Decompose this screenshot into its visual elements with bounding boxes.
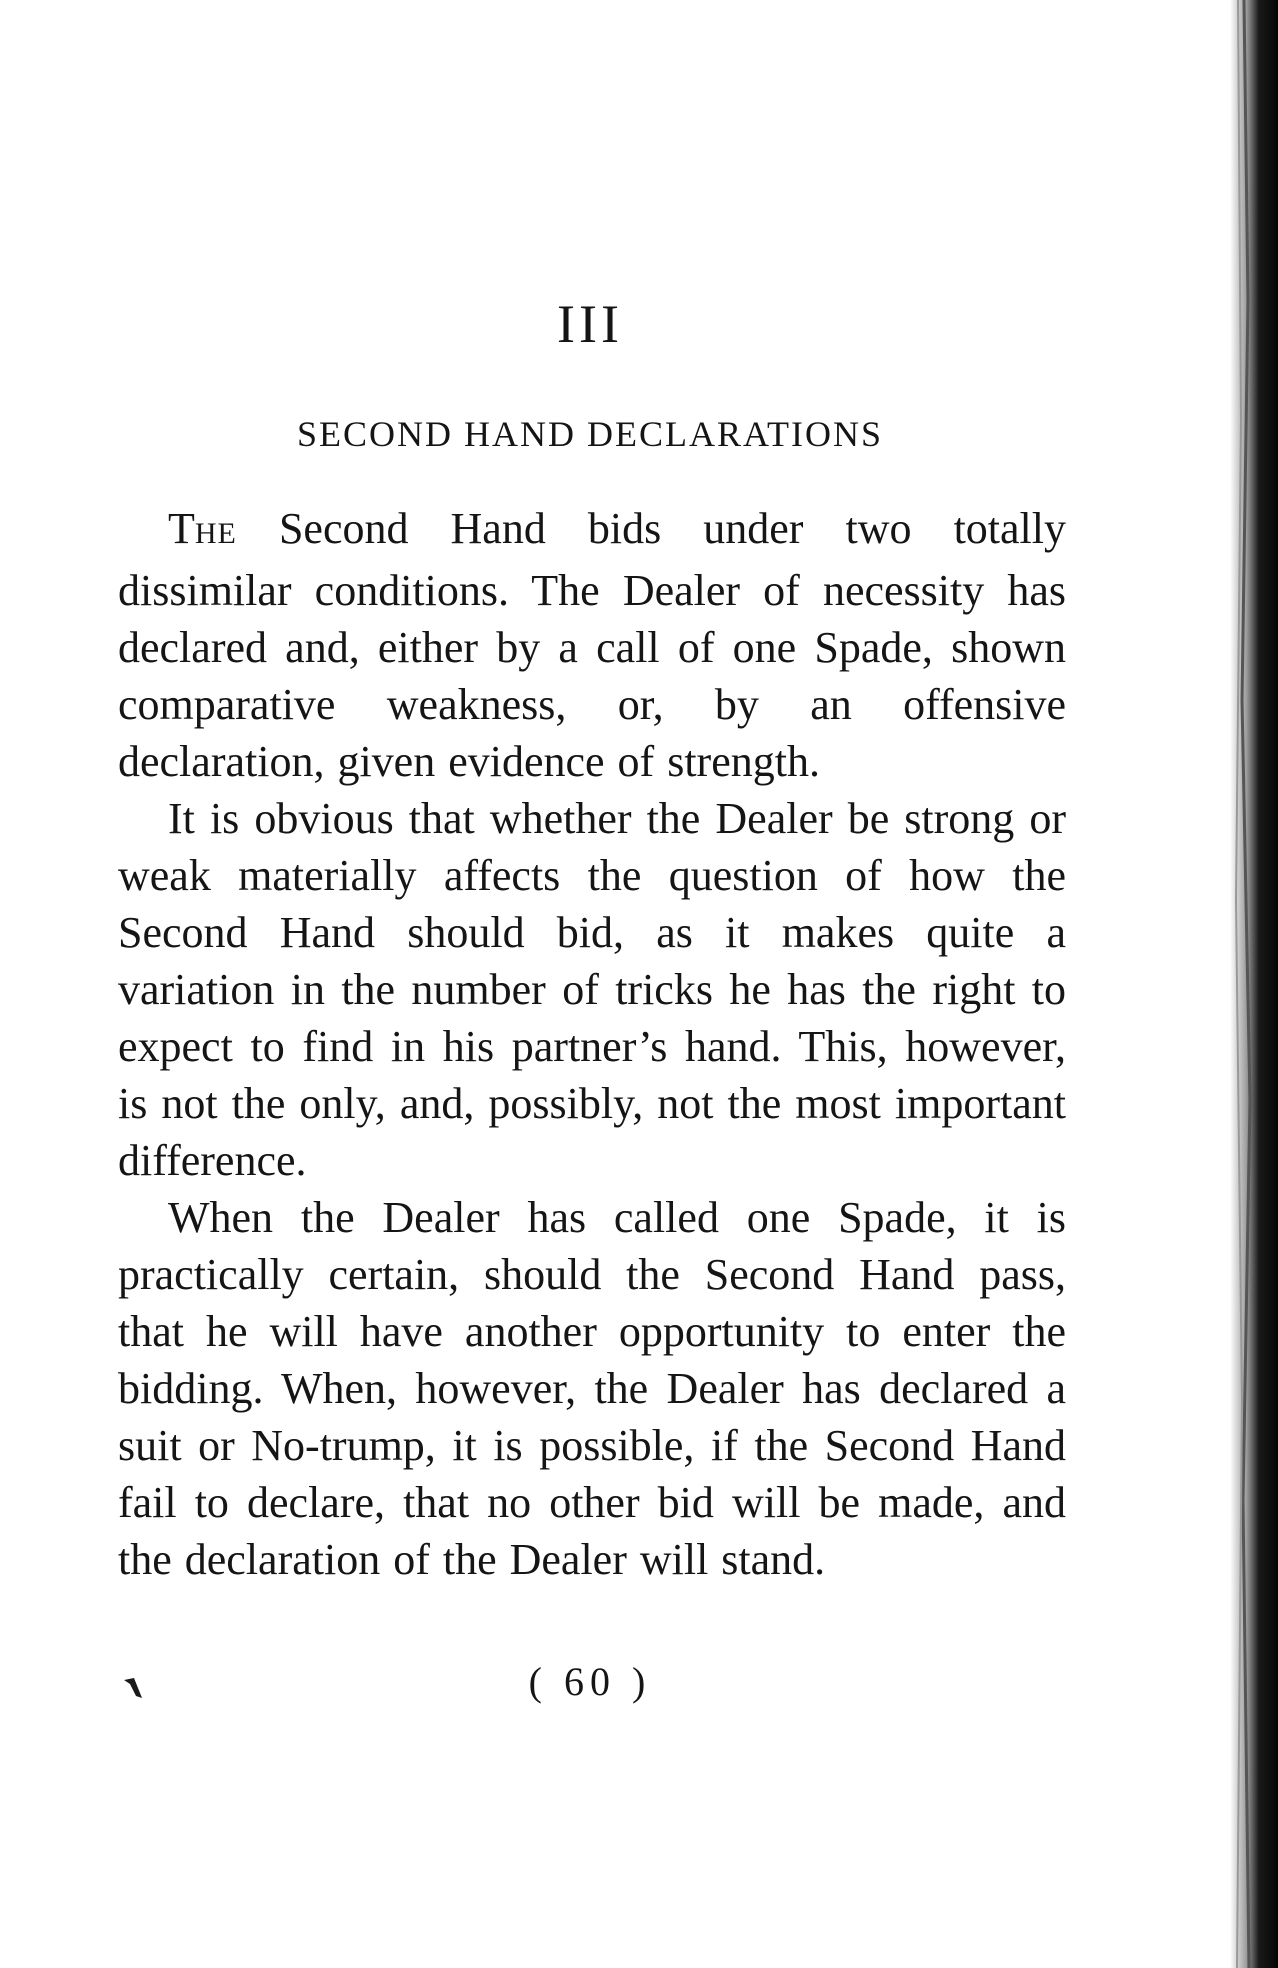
paragraph-1 bbox=[118, 500, 1066, 790]
paragraph-3: When the Dealer has called one Spade, it is practically certain, should the Second Hand pass, that he will have another opportunity to enter the bidding. When, however, the Dealer has declared a suit or No-trump, it is possible, if the Second Hand fail to declare, that no other bid will be made, and the declaration of the Dealer will stand. bbox=[118, 1193, 1066, 1584]
lead-small-caps: HE bbox=[194, 517, 237, 550]
page-number: ( 60 ) bbox=[528, 1659, 652, 1704]
chapter-title: SECOND HAND DECLARATIONS bbox=[296, 414, 883, 454]
binding-edge-shadow bbox=[1230, 0, 1278, 1968]
paragraph-1-text: Second Hand bids under two totally dissimilar conditions. The Dealer of necessity has declared and, either by a call of one Spade, shown comparative weakness, or, by an offensive declaration, given evidence of strength. bbox=[118, 504, 1066, 786]
chapter-number: III bbox=[557, 294, 623, 354]
paragraph-2: It is obvious that whether the Dealer be strong or weak materially affects the question of how the Second Hand should bid, as it makes quite a variation in the number of tricks he has the right to expect to find in his partner’s hand. This, however, is not the only, and, possibly, not the most important difference. bbox=[118, 794, 1066, 1185]
lead-cap: T bbox=[168, 504, 195, 553]
body-text bbox=[118, 500, 1066, 1588]
